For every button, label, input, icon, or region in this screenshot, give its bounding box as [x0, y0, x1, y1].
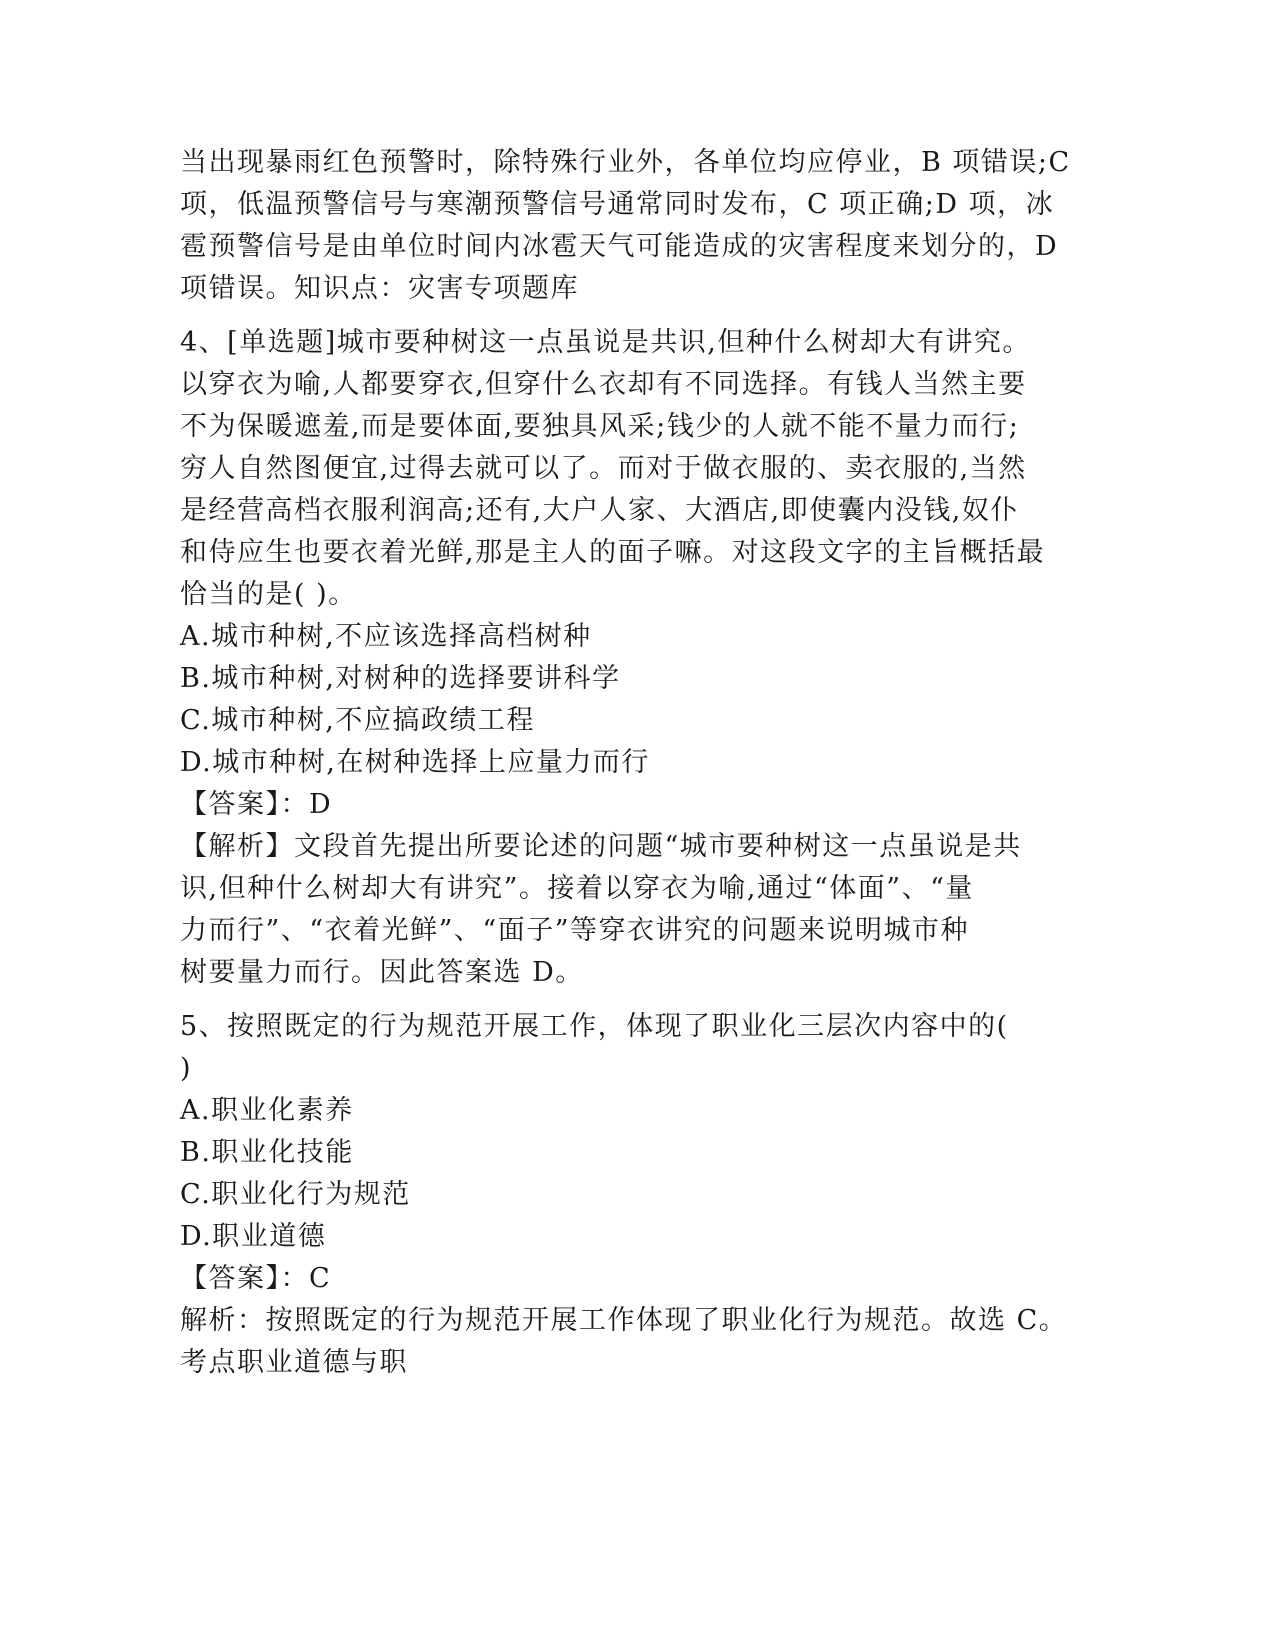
- analysis-line: 解析：按照既定的行为规范开展工作体现了职业化行为规范。故选 C。: [180, 1305, 1068, 1336]
- question-4: [180, 322, 1080, 994]
- stem-line: 和侍应生也要衣着光鲜,那是主人的面子嘛。对这段文字的主旨概括最: [180, 537, 1046, 568]
- option-b: B.职业化技能: [180, 1137, 354, 1168]
- question-4-stem: [180, 322, 1080, 616]
- analysis-line: 【解析】文段首先提出所要论述的问题“城市要种树这一点虽说是共: [180, 831, 1022, 862]
- stem-line: 4、[单选题]城市要种树这一点虽说是共识,但种什么树却大有讲究。: [180, 327, 1031, 358]
- document-page: [180, 142, 1080, 1384]
- intro-line: 项，低温预警信号与寒潮预警信号通常同时发布，C 项正确;D 项，冰: [180, 189, 1055, 220]
- question-5-options: [180, 1090, 1080, 1258]
- option-b: B.城市种树,对树种的选择要讲科学: [180, 663, 621, 694]
- question-5-stem: [180, 1006, 1080, 1090]
- question-4-analysis: [180, 826, 1080, 994]
- stem-line: 以穿衣为喻,人都要穿衣,但穿什么衣却有不同选择。有钱人当然主要: [180, 369, 1027, 400]
- question-5: [180, 1006, 1080, 1384]
- analysis-line: 识,但种什么树却大有讲究”。接着以穿衣为喻,通过“体面”、“量: [180, 873, 974, 904]
- analysis-line: 考点职业道德与职: [180, 1347, 408, 1378]
- stem-line: 恰当的是( )。: [180, 579, 357, 610]
- question-5-answer: 【答案】：C: [180, 1263, 332, 1294]
- option-a: A.职业化素养: [180, 1095, 354, 1126]
- option-c: C.职业化行为规范: [180, 1179, 411, 1210]
- question-4-options: [180, 616, 1080, 784]
- option-a: A.城市种树,不应该选择高档树种: [180, 621, 592, 652]
- intro-line: 雹预警信号是由单位时间内冰雹天气可能造成的灾害程度来划分的，D: [180, 231, 1059, 262]
- analysis-line: 力而行”、“衣着光鲜”、“面子”等穿衣讲究的问题来说明城市种: [180, 915, 970, 946]
- stem-line: 穷人自然图便宜,过得去就可以了。而对于做衣服的、卖衣服的,当然: [180, 453, 1027, 484]
- stem-line: 不为保暖遮羞,而是要体面,要独具风采;钱少的人就不能不量力而行;: [180, 411, 1020, 442]
- intro-line: 项错误。知识点：灾害专项题库: [180, 273, 579, 304]
- intro-paragraph: [180, 142, 1080, 310]
- analysis-line: 树要量力而行。因此答案选 D。: [180, 957, 584, 988]
- option-d: D.城市种树,在树种选择上应量力而行: [180, 747, 650, 778]
- stem-line: 是经营高档衣服利润高;还有,大户人家、大酒店,即使囊内没钱,奴仆: [180, 495, 1019, 526]
- option-c: C.城市种树,不应搞政绩工程: [180, 705, 535, 736]
- stem-line: 5、按照既定的行为规范开展工作，体现了职业化三层次内容中的(: [180, 1011, 1009, 1042]
- question-5-analysis: [180, 1300, 1080, 1384]
- stem-line: ): [180, 1053, 193, 1084]
- option-d: D.职业道德: [180, 1221, 327, 1252]
- intro-line: 当出现暴雨红色预警时，除特殊行业外，各单位均应停业，B 项错误;C: [180, 147, 1071, 178]
- question-4-answer: 【答案】：D: [180, 789, 333, 820]
